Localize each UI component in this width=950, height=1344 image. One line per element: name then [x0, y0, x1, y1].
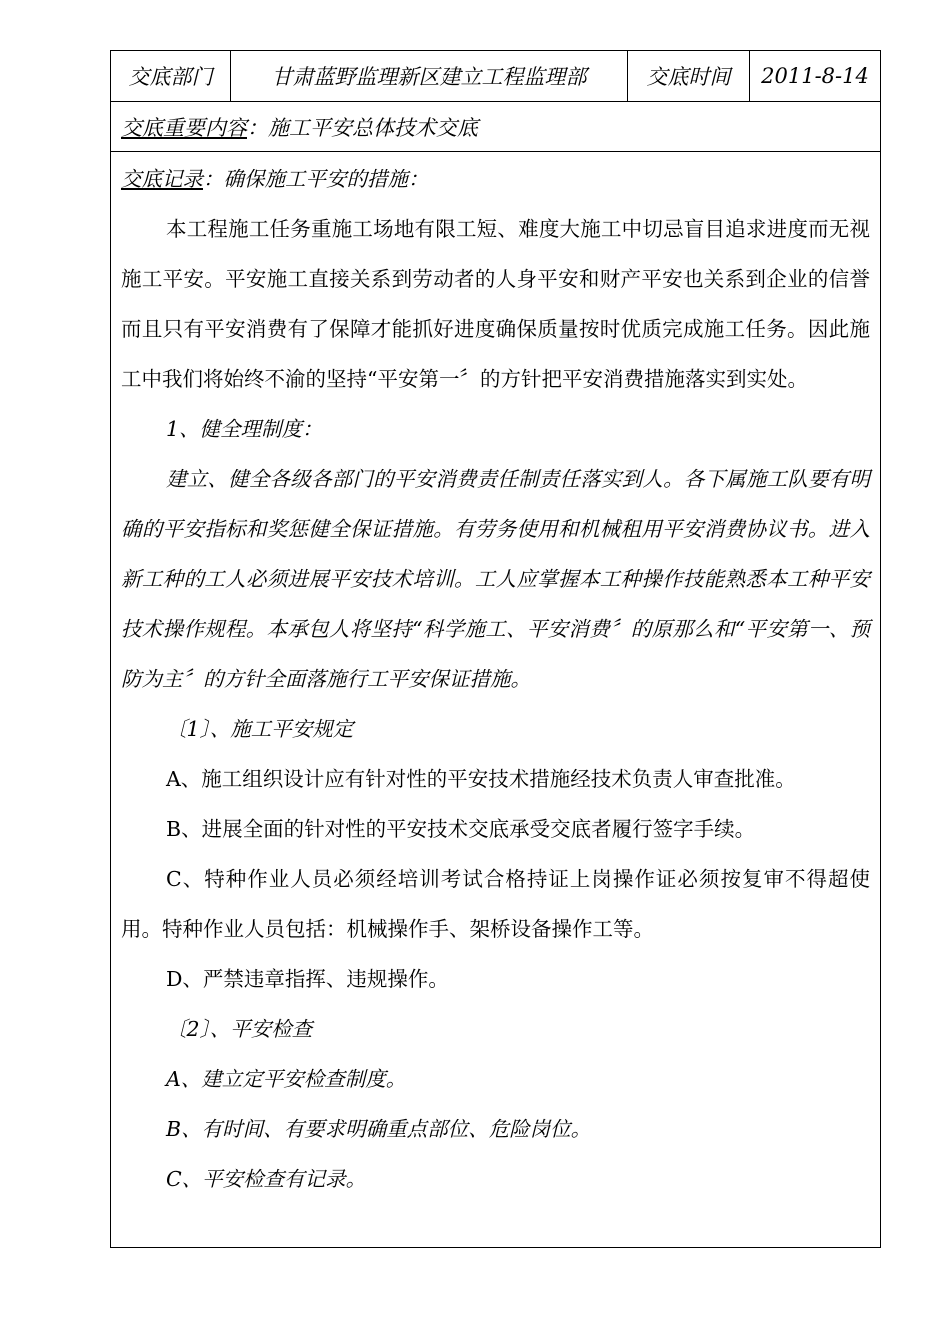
content-value: 施工平安总体技术交底: [268, 115, 478, 140]
subsection-heading-2: 〔2〕、平安检查: [166, 1017, 313, 1041]
time-label: 交底时间: [628, 51, 750, 101]
record-body: [111, 152, 880, 1204]
record-sep: ：: [203, 167, 224, 191]
list-item: A、施工组织设计应有针对性的平安技术措施经技术负责人审查批准。: [166, 767, 796, 791]
system-paragraph: 建立、健全各级各部门的平安消费责任制责任落实到人。各下属施工队要有明确的平安指标和奖惩健全保证措施。有劳务使用和机械租用平安消费协议书。进入新工种的工人必须进展平安技术培训。工人应掌握本工种操作技能熟悉本工种平安技术操作规程。本承包人将坚持“科学施工、平安消费〞的原那么和“平安第一、预防为主〞的方针全面落施行工平安保证措施。: [121, 467, 870, 691]
header-row: [111, 51, 880, 102]
content-label: 交底重要内容: [121, 115, 247, 140]
content-sep: ：: [247, 115, 268, 140]
list-item: A、建立定平安检查制度。: [166, 1067, 407, 1091]
list-item: C、平安检查有记录。: [166, 1167, 367, 1191]
time-value: 2011-8-14: [761, 64, 869, 88]
intro-paragraph: 本工程施工任务重施工场地有限工短、难度大施工中切忌盲目追求进度而无视施工平安。平安施工直接关系到劳动者的人身平安和财产平安也关系到企业的信誉而且只有平安消费有了保障才能抓好进度确保质量按时优质完成施工任务。因此施工中我们将始终不渝的坚持“平安第一〞的方针把平安消费措施落实到实处。: [121, 217, 870, 391]
section-heading-1: 1、健全理制度：: [166, 417, 323, 441]
list-item: C、特种作业人员必须经培训考试合格持证上岗操作证必须按复审不得超使用。特种作业人员包括：机械操作手、架桥设备操作工等。: [121, 867, 870, 941]
list-item: D、严禁违章指挥、违规操作。: [166, 967, 449, 991]
list-item: B、有时间、有要求明确重点部位、危险岗位。: [166, 1117, 592, 1141]
content-row: [111, 102, 880, 152]
list-item: B、进展全面的针对性的平安技术交底承受交底者履行签字手续。: [166, 817, 756, 841]
dept-label: 交底部门: [111, 51, 231, 101]
record-label: 交底记录: [121, 167, 203, 191]
dept-value: 甘肃蓝野监理新区建立工程监理部: [231, 51, 628, 101]
record-title: [121, 152, 870, 204]
handover-table: [110, 50, 881, 1248]
subsection-heading-1: 〔1〕、施工平安规定: [166, 717, 354, 741]
record-value: 确保施工平安的措施：: [223, 167, 429, 191]
